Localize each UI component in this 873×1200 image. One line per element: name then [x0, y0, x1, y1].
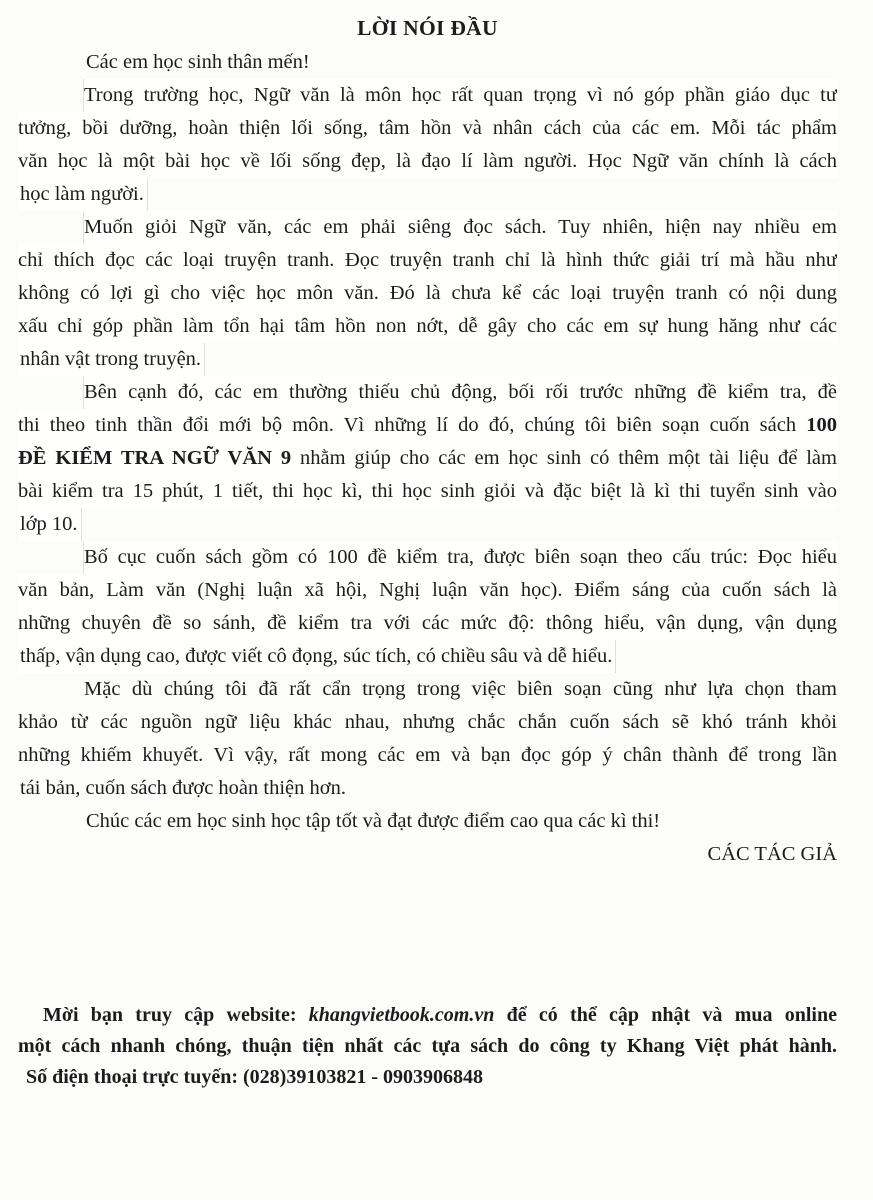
para-book-purpose [18, 376, 837, 541]
page-title: LỜI NÓI ĐẦU [357, 16, 498, 40]
text-line-box [18, 409, 837, 442]
text-line [18, 46, 837, 79]
text-line [18, 607, 837, 640]
text-segment: nhân vật trong truyện. [20, 348, 202, 370]
para-reading-comics [18, 211, 837, 376]
text-line [18, 343, 837, 376]
footer-text: để có thể cập nhật và mua online [494, 1004, 837, 1026]
text-line [18, 475, 837, 508]
text-segment: thi theo tinh thần đổi mới bộ môn. Vì những lí do đó, chúng tôi biên soạn cuốn sách [18, 414, 807, 436]
text-segment: bài kiểm tra 15 phút, 1 tiết, thi học kì, thi học sinh giỏi và đặc biệt là kì thi tuyển sinh vào [18, 480, 837, 502]
text-segment: không có lợi gì cho việc học môn văn. Đó là chưa kể các loại truyện tranh có nội dung [18, 282, 837, 304]
text-line [18, 145, 837, 178]
text-line [18, 541, 837, 574]
footer-line-website [18, 1000, 837, 1031]
text-segment: Chúc các em học sinh học tập tốt và đạt được điểm cao qua các kì thi! [86, 810, 661, 832]
text-line [18, 508, 837, 541]
signature-authors: CÁC TÁC GIẢ [707, 843, 837, 865]
text-segment: thấp, vận dụng cao, được viết cô đọng, súc tích, có chiều sâu và dễ hiểu. [20, 645, 613, 667]
text-segment: văn học là một bài học về lối sống đẹp, là đạo lí làm người. Học Ngữ văn chính là cách [18, 150, 837, 172]
text-line [18, 739, 837, 772]
text-segment: lớp 10. [20, 513, 78, 535]
text-line [18, 409, 837, 442]
website-url: khangvietbook.com.vn [308, 1004, 495, 1026]
text-line [18, 211, 837, 244]
text-line-box [84, 541, 837, 574]
text-line-box [18, 574, 837, 607]
text-line-box [18, 607, 837, 640]
text-segment: tái bản, cuốn sách được hoàn thiện hơn. [20, 777, 346, 799]
text-line-box [84, 211, 837, 244]
text-line [18, 442, 837, 475]
text-line [18, 277, 837, 310]
text-segment: học làm người. [20, 183, 144, 205]
text-segment: khảo từ các nguồn ngữ liệu khác nhau, nhưng chắc chắn cuốn sách sẽ khó tránh khỏi [18, 711, 837, 733]
para-importance-of-literature [18, 79, 837, 211]
text-line [18, 706, 837, 739]
text-line-box [18, 508, 81, 541]
text-segment: Trong trường học, Ngữ văn là môn học rất quan trọng vì nó góp phần giáo dục tư [84, 84, 837, 106]
text-segment: xấu chỉ góp phần làm tổn hại tâm hồn non nớt, dễ gây cho các em sự hung hăng như các [18, 315, 837, 337]
footer-line-phone: Số điện thoại trực tuyến: (028)39103821 - 0903906848 [26, 1066, 483, 1088]
text-line-box [18, 145, 837, 178]
text-line-box [18, 310, 837, 343]
text-line-box [18, 475, 837, 508]
preface-body [18, 46, 837, 838]
text-line [18, 574, 837, 607]
text-line [18, 244, 837, 277]
text-line-box [18, 343, 204, 376]
text-line-box [84, 376, 837, 409]
text-line-box [18, 739, 837, 772]
text-line-box [18, 244, 837, 277]
text-line-box [18, 442, 837, 475]
para-apology [18, 673, 837, 805]
text-segment: chỉ thích đọc các loại truyện tranh. Đọc truyện tranh chỉ là hình thức giải trí mà hầu như [18, 249, 837, 271]
text-segment: 100 [806, 414, 837, 436]
text-line-box [84, 79, 837, 112]
text-segment: những khiếm khuyết. Vì vậy, rất mong các em và bạn đọc góp ý chân thành để trong lần [18, 744, 837, 766]
text-segment: Các em học sinh thân mến! [86, 51, 310, 73]
text-segment: Bên cạnh đó, các em thường thiếu chủ động, bối rối trước những đề kiểm tra, đề [84, 381, 837, 403]
text-line-box [84, 805, 663, 838]
text-line-box [18, 706, 837, 739]
text-line [18, 178, 837, 211]
text-segment: ĐỀ KIỂM TRA NGỮ VĂN 9 [18, 447, 292, 469]
text-line-box [18, 178, 147, 211]
text-line [18, 79, 837, 112]
text-line [18, 640, 837, 673]
text-line [18, 805, 837, 838]
text-segment: nhằm giúp cho các em học sinh có thêm một tài liệu để làm [291, 447, 837, 469]
blank-space [18, 871, 837, 1000]
text-segment: tưởng, bồi dưỡng, hoàn thiện lối sống, tâm hồn và nhân cách của các em. Mỗi tác phẩm [18, 117, 837, 139]
para-greeting [18, 46, 837, 79]
text-line-box [18, 277, 837, 310]
para-book-structure [18, 541, 837, 673]
text-line-box [18, 772, 349, 805]
text-line-box [18, 640, 615, 673]
footer-text: Mời bạn truy cập website: [43, 1004, 309, 1026]
publisher-footer [18, 1000, 837, 1093]
text-line-box [84, 673, 837, 706]
para-wish [18, 805, 837, 838]
text-line [18, 673, 837, 706]
text-segment: những chuyên đề so sánh, đề kiểm tra với các mức độ: thông hiểu, vận dụng, vận dụng [18, 612, 837, 634]
text-segment: Bố cục cuốn sách gồm có 100 đề kiểm tra, được biên soạn theo cấu trúc: Đọc hiểu [84, 546, 837, 568]
text-line [18, 310, 837, 343]
text-line [18, 376, 837, 409]
footer-line-publisher: một cách nhanh chóng, thuận tiện nhất các tựa sách do công ty Khang Việt phát hành. [18, 1035, 837, 1057]
text-line [18, 772, 837, 805]
text-line-box [84, 46, 313, 79]
text-segment: Mặc dù chúng tôi đã rất cẩn trọng trong việc biên soạn cũng như lựa chọn tham [84, 678, 837, 700]
text-segment: Muốn giỏi Ngữ văn, các em phải siêng đọc sách. Tuy nhiên, hiện nay nhiều em [84, 216, 837, 238]
text-line [18, 112, 837, 145]
text-segment: văn bản, Làm văn (Nghị luận xã hội, Nghị luận văn học). Điểm sáng của cuốn sách là [18, 579, 837, 601]
text-line-box [18, 112, 837, 145]
